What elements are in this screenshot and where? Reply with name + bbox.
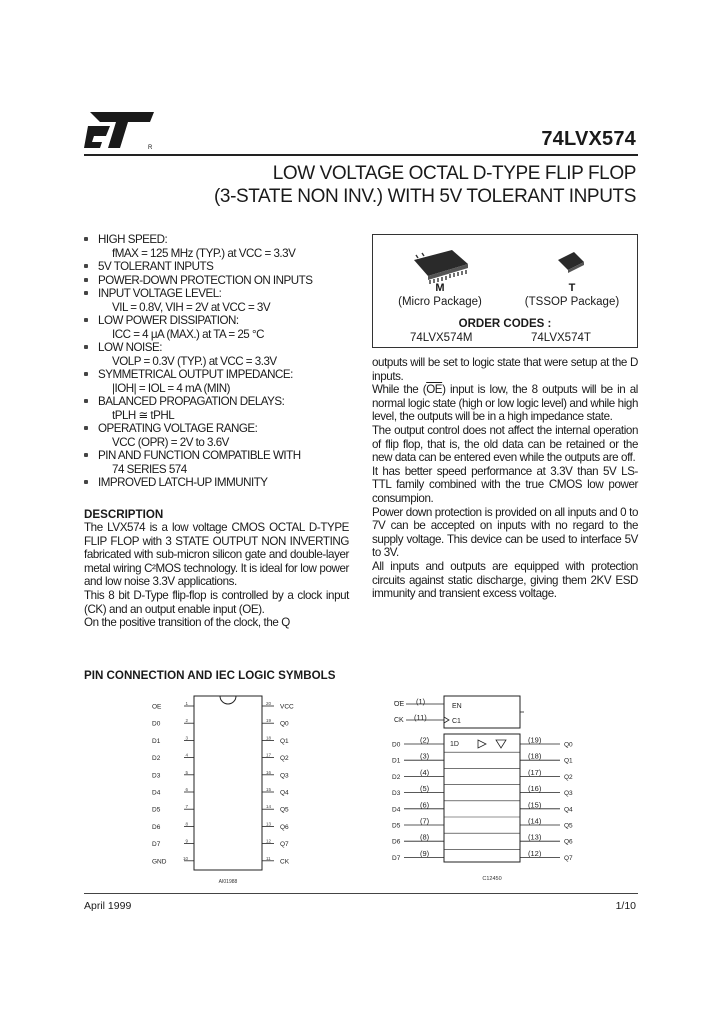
list-item: POWER-DOWN PROTECTION ON INPUTS: [84, 274, 356, 288]
ck-label: CK: [394, 717, 404, 724]
iec-input-label: D5: [392, 822, 401, 830]
tssop-package-code: T: [568, 282, 576, 294]
pin-name-label: D5: [152, 806, 161, 814]
dip-pinout-diagram: [150, 694, 320, 888]
paragraph: While the $(\overline{OE})$ input is low, the 8 outputs will be in al normal logic state (high or low logic level) and while high level, the outputs will be in a high impedance state.: [372, 383, 638, 424]
page-number: 1/10: [615, 900, 636, 912]
paragraph: It has better speed performance at 3.3V than 5V LS-TTL family combined with the true CMOS low power consumpion.: [372, 464, 638, 505]
tssop-package-name: (TSSOP Package): [524, 296, 620, 308]
order-code-t: 74LVX574T: [531, 332, 591, 344]
footer-rule: [84, 893, 638, 894]
description-right-column: [372, 356, 638, 601]
st-logo: [84, 108, 156, 152]
iec-output-pin: (19): [528, 735, 542, 745]
iec-input-pin: (6): [420, 800, 430, 810]
list-item: INPUT VOLTAGE LEVEL: VIL = 0.8V, VIH = 2V at VCC = 3V: [84, 287, 356, 314]
pin-name-label: D6: [152, 823, 161, 831]
footer-date: April 1999: [84, 900, 132, 912]
list-item: OPERATING VOLTAGE RANGE: VCC (OPR) = 2V to 3.6V: [84, 422, 356, 449]
list-item: IMPROVED LATCH-UP IMMUNITY: [84, 476, 356, 490]
svg-text:R: R: [148, 145, 153, 151]
iec-input-label: D4: [392, 806, 401, 814]
iec-output-pin: (18): [528, 751, 542, 761]
pin-name-label: Q4: [280, 789, 289, 797]
iec-input-pin: (3): [420, 751, 430, 761]
pin-name-label: Q5: [280, 806, 289, 814]
pin-name-label: Q6: [280, 823, 289, 831]
dip-caption: AI01988: [218, 879, 238, 885]
iec-input-label: D7: [392, 854, 401, 862]
pin-name-label: D2: [152, 755, 161, 763]
iec-output-pin: (13): [528, 832, 542, 842]
paragraph: This 8 bit D-Type flip-flop is controlled by a clock input (CK) and an output enable input (OE).: [84, 588, 349, 616]
pin-number-label: 4: [185, 752, 188, 758]
iec-input-label: D2: [392, 773, 401, 781]
pin-number-label: 19: [266, 718, 272, 724]
pin-name-label: VCC: [280, 703, 294, 711]
bullet-icon: [84, 399, 88, 403]
pin-number-label: 8: [185, 821, 188, 827]
list-item: LOW POWER DISSIPATION: ICC = 4 μA (MAX.) at TA = 25 °C: [84, 314, 356, 341]
pin-name-label: Q7: [280, 841, 289, 849]
iec-input-label: D6: [392, 838, 401, 846]
ck-pin: (11): [414, 713, 427, 722]
header-rule: [84, 154, 638, 156]
iec-output-label: Q5: [564, 822, 573, 830]
pin-name-label: GND: [152, 858, 167, 866]
pin-number-label: 13: [266, 821, 272, 827]
pin-name-label: Q2: [280, 755, 289, 763]
paragraph: All inputs and outputs are equipped with protection circuits against static discharge, giving them 2KV ESD immunity and transient excess voltage.: [372, 559, 638, 601]
bullet-icon: [84, 318, 88, 322]
micro-package-name: (Micro Package): [398, 296, 482, 308]
iec-caption: C12450: [482, 876, 502, 882]
pin-name-label: D1: [152, 737, 161, 745]
pin-number-label: 3: [185, 735, 188, 741]
subtitle-line-1: LOW VOLTAGE OCTAL D-TYPE FLIP FLOP: [272, 163, 636, 184]
pin-number-label: 6: [185, 787, 188, 792]
pin-number-label: 17: [266, 752, 272, 758]
pin-name-label: D7: [152, 841, 161, 849]
pin-name-label: Q0: [280, 720, 289, 728]
bullet-icon: [84, 278, 88, 282]
pin-number-label: 14: [266, 804, 272, 810]
pin-section-heading: PIN CONNECTION AND IEC LOGIC SYMBOLS: [84, 669, 336, 682]
iec-output-pin: (14): [528, 816, 542, 826]
pin-number-label: 10: [182, 855, 188, 861]
c1-label: C1: [452, 718, 461, 725]
feature-list: [84, 233, 356, 490]
list-item: PIN AND FUNCTION COMPATIBLE WITH 74 SERIES 574: [84, 449, 356, 476]
pin-number-label: 16: [266, 769, 272, 775]
bullet-icon: [84, 264, 88, 268]
bullet-icon: [84, 426, 88, 430]
iec-input-pin: (7): [420, 816, 430, 826]
pin-name-label: CK: [280, 858, 290, 866]
bullet-icon: [84, 291, 88, 295]
paragraph: On the positive transition of the clock, the Q: [84, 616, 290, 630]
iec-output-label: Q1: [564, 757, 573, 765]
micro-package-code: M: [435, 282, 445, 294]
pin-number-label: 5: [185, 769, 188, 775]
description-left-column: [84, 521, 349, 630]
d-label: 1D: [450, 741, 459, 748]
oe-label: OE: [394, 701, 405, 708]
iec-output-label: Q7: [564, 854, 573, 862]
pin-name-label: Q1: [280, 737, 289, 745]
bullet-icon: [84, 480, 88, 484]
iec-output-pin: (12): [528, 848, 542, 858]
paragraph: Power down protection is provided on all inputs and 0 to 7V can be accepted on inputs with no regard to the supply voltage. This device can be used to interface 5V to 3V.: [372, 505, 638, 560]
oe-pin: (1): [416, 697, 426, 706]
pin-number-label: 11: [266, 855, 271, 861]
list-item: LOW NOISE: VOLP = 0.3V (TYP.) at VCC = 3.3V: [84, 341, 356, 368]
part-number: 74LVX574: [541, 128, 636, 150]
list-item: BALANCED PROPAGATION DELAYS: tPLH ≅ tPHL: [84, 395, 356, 422]
iec-input-label: D3: [392, 790, 401, 798]
order-codes-title: ORDER CODES :: [458, 318, 552, 330]
iec-input-label: D1: [392, 757, 401, 765]
iec-input-pin: (9): [420, 848, 430, 858]
iec-logic-symbol: [390, 692, 586, 888]
subtitle-line-2: (3-STATE NON INV.) WITH 5V TOLERANT INPUTS: [213, 186, 636, 207]
pin-name-label: D3: [152, 772, 161, 780]
pin-number-label: 12: [266, 838, 272, 844]
pin-number-label: 1: [185, 701, 188, 706]
pin-name-label: Q3: [280, 772, 289, 780]
page-title: [214, 162, 636, 208]
paragraph: The output control does not affect the internal operation of flip flop, that is, the old data can be retained or the new data can be entered even while the outputs are off.: [372, 423, 638, 465]
iec-output-label: Q2: [564, 773, 573, 781]
pin-name-label: D0: [152, 720, 161, 728]
iec-output-label: Q0: [564, 741, 573, 749]
pin-number-label: 20: [266, 701, 272, 706]
iec-output-pin: (17): [528, 767, 542, 777]
pin-number-label: 9: [185, 838, 188, 844]
iec-input-pin: (8): [420, 832, 430, 842]
iec-input-pin: (5): [420, 784, 430, 794]
micro-package-image: [410, 246, 470, 286]
en-label: EN: [452, 703, 462, 710]
iec-input-pin: (2): [420, 735, 430, 745]
list-item: 5V TOLERANT INPUTS: [84, 260, 356, 274]
bullet-icon: [84, 372, 88, 376]
pin-number-label: 15: [266, 787, 272, 792]
paragraph: The LVX574 is a low voltage CMOS OCTAL D-TYPE FLIP FLOP with 3 STATE OUTPUT NON INVERTING fabricated with sub-micron silicon gate and double-layer metal wiring C²MOS technology. It is ideal for low power and low noise 3.3V applications.: [84, 521, 349, 589]
iec-input-pin: (4): [420, 767, 430, 777]
description-heading: DESCRIPTION: [84, 508, 164, 521]
list-item: SYMMETRICAL OUTPUT IMPEDANCE: |IOH| = IOL = 4 mA (MIN): [84, 368, 356, 395]
iec-output-pin: (16): [528, 784, 542, 794]
bullet-icon: [84, 237, 88, 241]
iec-output-label: Q6: [564, 838, 573, 846]
paragraph: outputs will be set to logic state that were setup at the D inputs.: [372, 356, 638, 383]
pin-number-label: 18: [266, 735, 272, 741]
pin-name-label: OE: [152, 703, 162, 711]
bullet-icon: [84, 453, 88, 457]
bullet-icon: [84, 345, 88, 349]
iec-input-label: D0: [392, 741, 401, 749]
iec-output-label: Q4: [564, 806, 573, 814]
pin-number-label: 2: [185, 718, 188, 724]
iec-output-label: Q3: [564, 790, 573, 798]
pin-name-label: D4: [152, 789, 161, 797]
order-code-m: 74LVX574M: [410, 332, 473, 344]
pin-number-label: 7: [185, 804, 188, 810]
list-item: HIGH SPEED: fMAX = 125 MHz (TYP.) at VCC = 3.3V: [84, 233, 356, 260]
tssop-package-image: [556, 250, 586, 276]
iec-output-pin: (15): [528, 800, 542, 810]
